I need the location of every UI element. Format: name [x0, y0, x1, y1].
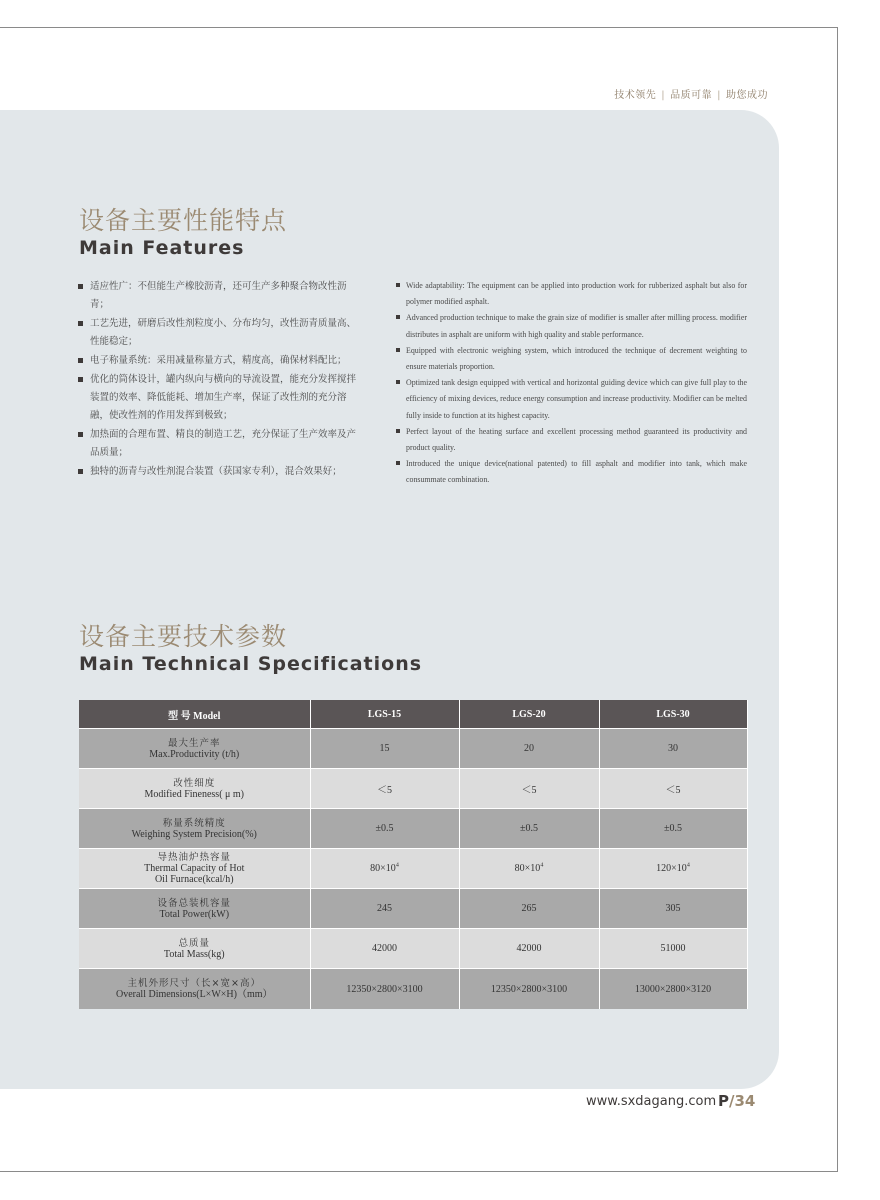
row-label: [79, 769, 310, 809]
table-cell: 13000×2800×3120: [599, 969, 747, 1010]
row-label-cn: 总质量: [178, 937, 210, 949]
row-label-en: Thermal Capacity of Hot: [144, 863, 245, 874]
column-header-model: 型 号 Model: [79, 700, 310, 729]
table-cell: ±0.5: [310, 809, 459, 849]
feature-item-en: Introduced the unique device(national patented) to fill asphalt and modifier into tank, which make consummate combination.: [396, 456, 747, 488]
table-row: [79, 729, 747, 769]
slogan-item: 品质可靠: [670, 90, 713, 101]
row-label-en: Overall Dimensions(L×W×H)（mm）: [115, 989, 273, 1000]
table-row: [79, 889, 747, 929]
table-row: [79, 809, 747, 849]
row-label-en: Weighing System Precision(%): [131, 828, 257, 840]
cell-value: 120×10: [656, 863, 687, 874]
feature-item-en: Optimized tank design equipped with vertical and horizontal guiding device which can give full play to the efficiency of mixing devices, reduce energy consumption and increase productivity. Modifier can be melted fully inside to function at its highest capacity.: [396, 375, 747, 424]
cell-value: 80×10: [370, 863, 396, 874]
row-label-cn: 称量系统精度: [162, 817, 226, 829]
table-row: [79, 769, 747, 809]
features-title-cn: 设备主要性能特点: [79, 206, 288, 235]
header-slogan: [614, 86, 768, 101]
page-slash: /: [729, 1092, 735, 1110]
row-label-en: Total Power(kW): [159, 908, 230, 920]
spec-header-row: [79, 700, 747, 729]
table-cell: 12350×2800×3100: [459, 969, 599, 1010]
feature-item-en: Perfect layout of the heating surface and excellent processing method guaranteed its productivity and product quality.: [396, 424, 747, 456]
column-header: LGS-30: [599, 700, 747, 729]
row-label-cn: 导热油炉热容量: [157, 852, 231, 863]
page-frame-bottom: [0, 1171, 838, 1172]
slogan-item: 助您成功: [726, 90, 768, 101]
feature-item-en: Equipped with electronic weighing system, which introduced the technique of decrement weighting to ensure materials proportion.: [396, 343, 747, 375]
cell-exponent: 4: [395, 862, 399, 869]
feature-item-en: Wide adaptability: The equipment can be applied into production work for rubberized asphalt but also for polymer modified asphalt.: [396, 278, 747, 310]
features-list-cn: [78, 278, 364, 482]
row-label-en: Modified Fineness( μ m): [144, 788, 245, 800]
table-row: [79, 929, 747, 969]
table-cell: 12350×2800×3100: [310, 969, 459, 1010]
table-cell: 245: [310, 889, 459, 929]
table-cell: 305: [599, 889, 747, 929]
row-label: [79, 929, 310, 969]
slogan-item: 技术领先: [614, 90, 657, 101]
column-header: LGS-20: [459, 700, 599, 729]
row-label: [79, 889, 310, 929]
row-label-cn: 改性细度: [173, 777, 216, 789]
features-list-en: [396, 278, 747, 489]
feature-item-en: Advanced production technique to make the grain size of modifier is smaller after milling process. modifier distributes in asphalt are uniform with high quality and stable performance.: [396, 310, 747, 342]
spec-table: [79, 700, 748, 1009]
table-row: [79, 849, 747, 889]
row-label: [79, 969, 310, 1010]
table-cell: ±0.5: [599, 809, 747, 849]
row-label-cn: 最大生产率: [167, 737, 221, 749]
table-cell: [459, 849, 599, 889]
table-cell: 20: [459, 729, 599, 769]
cell-exponent: 4: [686, 862, 690, 869]
table-cell: 30: [599, 729, 747, 769]
page-frame-right: [837, 27, 838, 1172]
features-title-en: Main Features: [79, 237, 245, 259]
cell-value: 80×10: [514, 863, 541, 874]
table-cell: [310, 849, 459, 889]
row-label-en: Max.Productivity (t/h): [149, 748, 240, 760]
row-label-en: Total Mass(kg): [163, 948, 225, 960]
row-label: [79, 849, 310, 889]
row-label-en-line2: Oil Furnace(kcal/h): [154, 874, 234, 885]
slogan-divider: |: [661, 90, 666, 101]
table-row: [79, 969, 747, 1010]
feature-item-cn: 适应性广：不但能生产橡胶沥青，还可生产多种聚合物改性沥青；: [78, 278, 364, 314]
table-cell: 265: [459, 889, 599, 929]
website-url: www.sxdagang.com: [586, 1094, 717, 1109]
row-label-cn: 主机外形尺寸（长×宽×高）: [127, 978, 261, 989]
page-mark: P: [718, 1092, 729, 1110]
table-cell: ＜5: [599, 769, 747, 809]
table-cell: 15: [310, 729, 459, 769]
page-number: [718, 1092, 755, 1110]
row-label: [79, 809, 310, 849]
specs-title-cn: 设备主要技术参数: [79, 622, 288, 651]
page-frame-top: [0, 27, 837, 28]
table-cell: ±0.5: [459, 809, 599, 849]
feature-item-cn: 优化的筒体设计，罐内纵向与横向的导流设置，能充分发挥搅拌装置的效率、降低能耗、增加生产率，保证了改性剂的充分溶融，使改性剂的作用发挥到极致；: [78, 371, 364, 425]
slogan-divider: |: [717, 90, 721, 101]
table-cell: 51000: [599, 929, 747, 969]
table-cell: 42000: [459, 929, 599, 969]
feature-item-cn: 加热面的合理布置、精良的制造工艺，充分保证了生产效率及产品质量；: [78, 426, 364, 462]
table-cell: 42000: [310, 929, 459, 969]
table-cell: ＜5: [310, 769, 459, 809]
row-label-cn: 设备总装机容量: [157, 897, 231, 909]
feature-item-cn: 工艺先进，研磨后改性剂粒度小、分布均匀，改性沥青质量高、性能稳定；: [78, 315, 364, 351]
table-cell: [599, 849, 747, 889]
table-cell: ＜5: [459, 769, 599, 809]
feature-item-cn: 电子称量系统：采用减量称量方式，精度高，确保材料配比；: [78, 352, 364, 370]
column-header: LGS-15: [310, 700, 459, 729]
specs-title-en: Main Technical Specifications: [79, 653, 423, 675]
cell-exponent: 4: [540, 862, 544, 869]
page-number-value: 34: [734, 1092, 756, 1110]
feature-item-cn: 独特的沥青与改性剂混合装置（获国家专利），混合效果好；: [78, 463, 364, 481]
row-label: [79, 729, 310, 769]
